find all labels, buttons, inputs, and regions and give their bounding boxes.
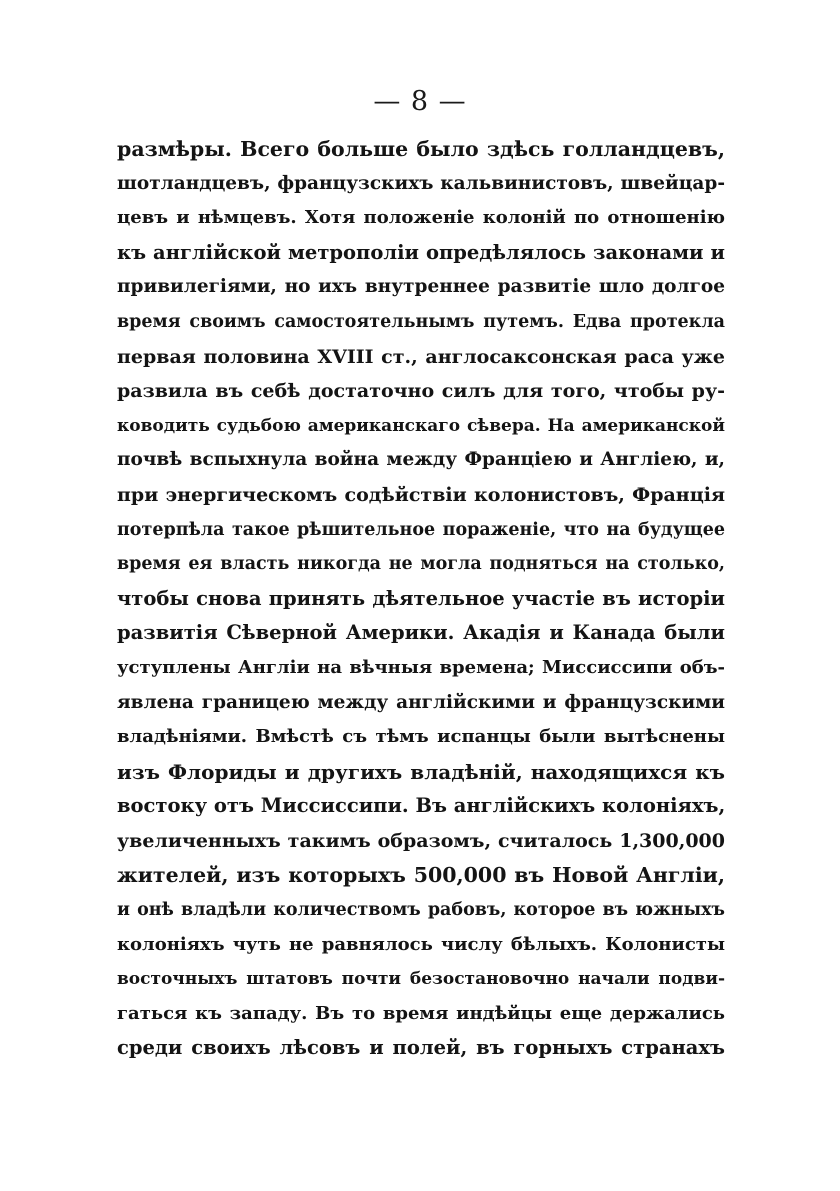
text-line: уступлены Англiи на вѣчныя времена; Миссиссипи объ- <box>117 656 725 678</box>
text-line: потерпѣла такое рѣшительное пораженiе, что на будущее <box>117 519 725 540</box>
text-line: явлена границею между англiйскими и французскими <box>117 691 725 713</box>
text-line: ководить судьбою американскаго сѣвера. На американской <box>117 415 725 436</box>
text-line: почвѣ вспыхнула война между Францiею и Англiею, и, <box>117 449 725 471</box>
text-line: изъ Флориды и другихъ владѣнiй, находящихся къ <box>117 759 725 784</box>
text-line: время своимъ самостоятельнымъ путемъ. Едва протекла <box>117 311 725 332</box>
text-line: чтобы снова принять дѣятельное участiе въ исторiи <box>117 586 725 610</box>
text-line: шотландцевъ, французскихъ кальвинистовъ, швейцар- <box>117 172 725 194</box>
text-line: первая половина XVIII ст., англосаксонская раса уже <box>117 345 725 368</box>
text-line: цевъ и нѣмцевъ. Хотя положенiе колонiй по отношенiю <box>117 207 725 229</box>
text-line: гаться къ западу. Въ то время индѣйцы еще держались <box>117 1002 725 1024</box>
text-line: востоку отъ Миссиссипи. Въ англiйскихъ колонiяхъ, <box>117 794 725 818</box>
text-line: владѣнiями. Вмѣстѣ съ тѣмъ испанцы были вытѣснены <box>117 726 725 748</box>
text-line: жителей, изъ которыхъ 500,000 въ Новой Англiи, <box>117 863 725 888</box>
text-line: восточныхъ штатовъ почти безостановочно начали подви- <box>117 969 725 990</box>
body-text <box>117 132 725 1066</box>
text-line: среди своихъ лѣсовъ и полей, въ горныхъ странахъ <box>117 1036 725 1060</box>
text-line: къ англiйской метрополiи опредѣлялось законами и <box>117 240 725 264</box>
text-line: время ея власть никогда не могла подняться на столько, <box>117 554 725 575</box>
text-line: размѣры. Всего больше было здѣсь голландцевъ, <box>117 137 725 161</box>
text-line: привилегiями, но ихъ внутреннее развитiе шло долгое <box>117 276 725 298</box>
text-line: колонiяхъ чуть не равнялось числу бѣлыхъ. Колонисты <box>117 933 725 955</box>
page-number: — 8 — <box>373 86 467 117</box>
text-line: увеличенныхъ такимъ образомъ, считалось 1,300,000 <box>117 829 725 852</box>
text-line: при энергическомъ содѣйствiи колонистовъ, Францiя <box>117 483 725 506</box>
text-line: развитiя Сѣверной Америки. Акадiя и Канада были <box>117 621 725 645</box>
text-line: и онѣ владѣли количествомъ рабовъ, которое въ южныхъ <box>117 900 725 921</box>
text-line: развила въ себѣ достаточно силъ для того, чтобы ру- <box>117 380 725 403</box>
